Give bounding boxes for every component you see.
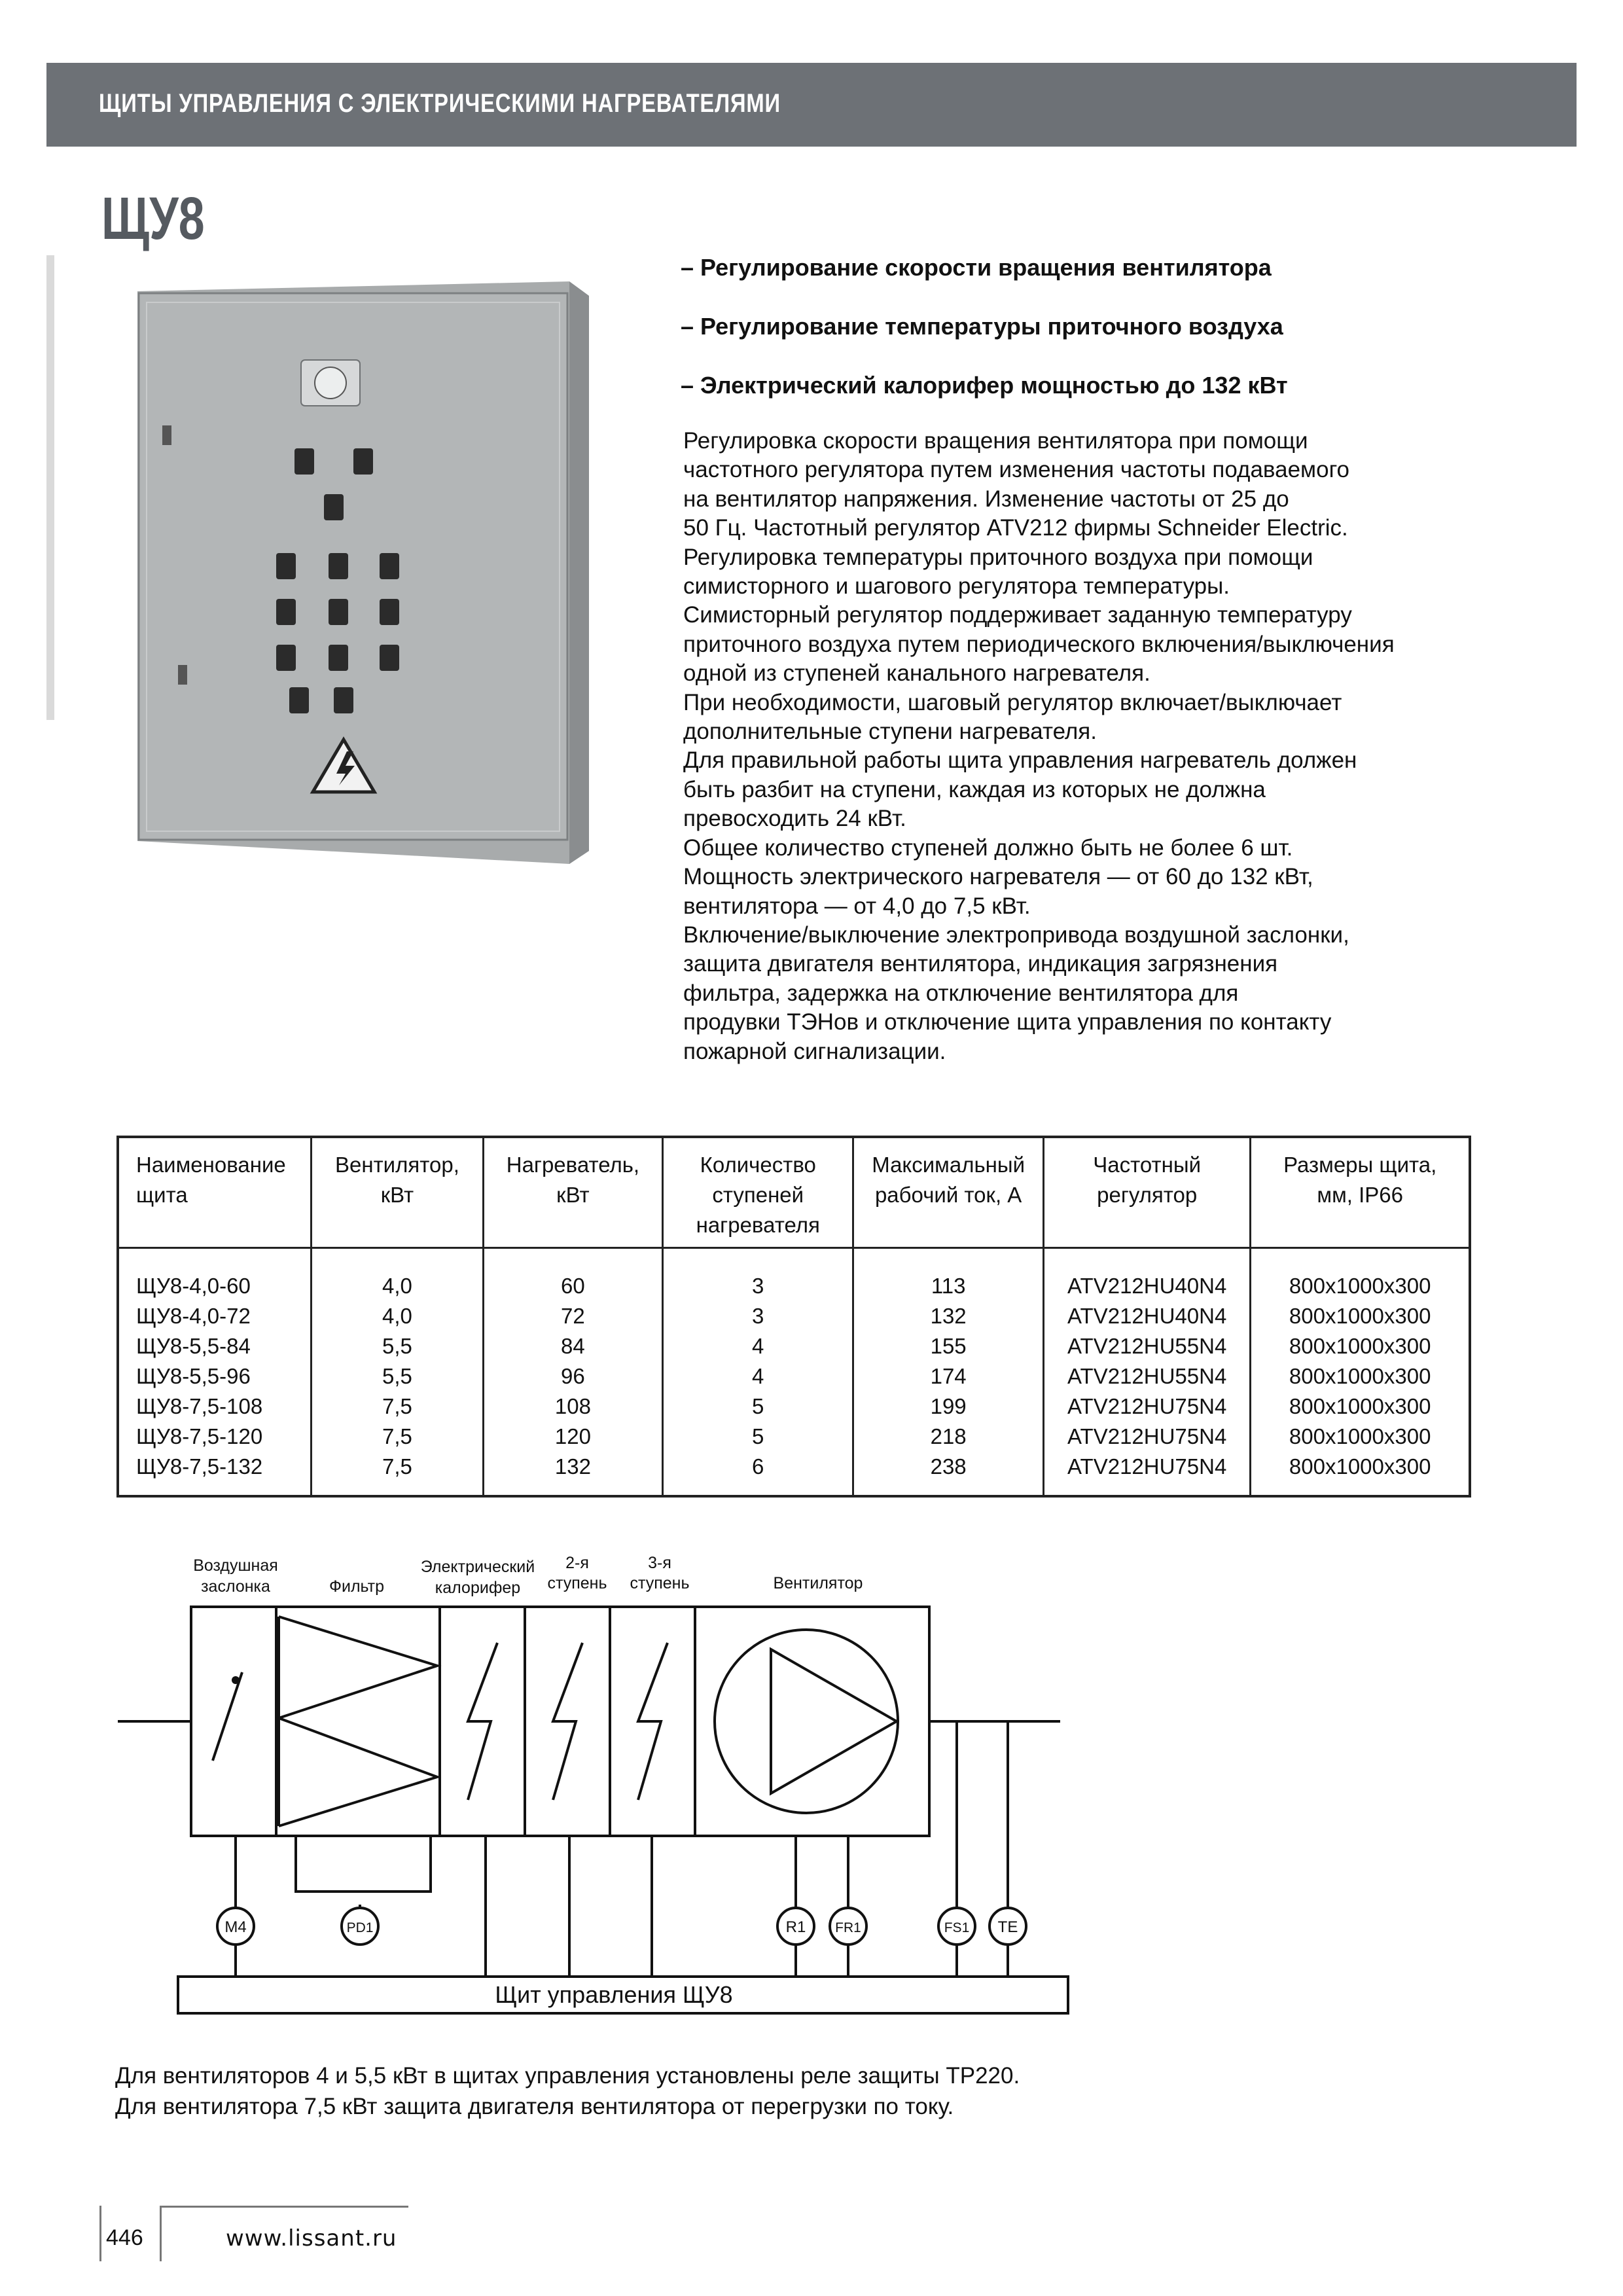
footer-divider <box>160 2206 408 2208</box>
damper-pivot <box>232 1676 240 1684</box>
cell-size: 800x1000x300 <box>1251 1361 1470 1391</box>
label-damper-2: заслонка <box>201 1577 270 1596</box>
description-line: фильтра, задержка на отключение вентилятора для <box>683 980 1239 1006</box>
table-row <box>118 1361 1470 1391</box>
cell-size: 800x1000x300 <box>1251 1422 1470 1452</box>
description-line: пожарной сигнализации. <box>683 1038 946 1064</box>
cell-fan: 4,0 <box>312 1248 483 1302</box>
cell-stages: 4 <box>663 1331 853 1361</box>
cell-stages: 3 <box>663 1301 853 1331</box>
table-header-row <box>118 1137 1470 1248</box>
description-line: дополнительные ступени нагревателя. <box>683 719 1097 745</box>
description-line: Мощность электрического нагревателя — от 60 до 132 кВт, <box>683 864 1313 890</box>
description-line: Включение/выключение электропривода воздушной заслонки, <box>683 922 1349 948</box>
cell-regulator: ATV212HU40N4 <box>1043 1301 1250 1331</box>
cell-fan: 5,5 <box>312 1361 483 1391</box>
cell-heater: 72 <box>483 1301 662 1331</box>
description-line: вентилятора — от 4,0 до 7,5 кВт. <box>683 893 1031 919</box>
sensor-label: FS1 <box>944 1920 970 1935</box>
description-line: 50 Гц. Частотный регулятор ATV212 фирмы Schneider Electric. <box>683 515 1348 541</box>
cell-stages: 4 <box>663 1361 853 1391</box>
feature-item: – Регулирование температуры приточного воздуха <box>681 313 1283 340</box>
cell-name: ЩУ8-4,0-72 <box>118 1301 312 1331</box>
footer-divider <box>160 2206 162 2261</box>
cell-stages: 5 <box>663 1422 853 1452</box>
description-line: частотного регулятора путем изменения частоты подаваемого <box>683 457 1350 483</box>
cell-size: 800x1000x300 <box>1251 1248 1470 1302</box>
table-row <box>118 1452 1470 1496</box>
sensor-label: PD1 <box>346 1920 374 1935</box>
control-panel-label: Щит управления ЩУ8 <box>495 1981 733 2008</box>
description-line: защита двигателя вентилятора, индикация загрязнения <box>683 951 1278 977</box>
footnotes <box>115 2060 1020 2122</box>
cell-name: ЩУ8-7,5-120 <box>118 1422 312 1452</box>
feature-item: – Регулирование скорости вращения вентилятора <box>681 254 1272 281</box>
cell-current: 238 <box>853 1452 1044 1496</box>
description-line: Регулировка температуры приточного воздуха при помощи <box>683 544 1313 570</box>
table-row <box>118 1391 1470 1422</box>
column-header: Размеры щита, мм, IP66 <box>1251 1137 1470 1248</box>
feature-list <box>681 254 1571 431</box>
column-header: Вентилятор, кВт <box>312 1137 483 1248</box>
cell-heater: 108 <box>483 1391 662 1422</box>
label-heater-1: Электрический <box>420 1558 535 1576</box>
description-line: на вентилятор напряжения. Изменение частоты от 25 до <box>683 486 1289 512</box>
spec-table <box>116 1136 1471 1498</box>
side-accent-line <box>46 255 54 720</box>
cell-current: 113 <box>853 1248 1044 1302</box>
column-header: Наименование щита <box>118 1137 312 1248</box>
damper-blade <box>213 1672 242 1761</box>
label-stage3-2: ступень <box>630 1574 690 1592</box>
cell-regulator: ATV212HU75N4 <box>1043 1452 1250 1496</box>
cell-heater: 120 <box>483 1422 662 1452</box>
description-line: быть разбит на ступени, каждая из которых не должна <box>683 776 1266 802</box>
cell-current: 218 <box>853 1422 1044 1452</box>
label-heater-2: калорифер <box>435 1579 521 1597</box>
cell-fan: 5,5 <box>312 1331 483 1361</box>
description-line: продувки ТЭНов и отключение щита управления по контакту <box>683 1009 1332 1035</box>
cell-regulator: ATV212HU55N4 <box>1043 1361 1250 1391</box>
description-line: одной из ступеней канального нагревателя. <box>683 660 1150 687</box>
cell-current: 132 <box>853 1301 1044 1331</box>
description-line: При необходимости, шаговый регулятор включает/выключает <box>683 689 1342 715</box>
cell-stages: 5 <box>663 1391 853 1422</box>
cell-size: 800x1000x300 <box>1251 1391 1470 1422</box>
cell-current: 199 <box>853 1391 1044 1422</box>
section-title: ЩИТЫ УПРАВЛЕНИЯ С ЭЛЕКТРИЧЕСКИМИ НАГРЕВАТЕЛЯМИ <box>99 89 781 118</box>
cell-regulator: ATV212HU40N4 <box>1043 1248 1250 1302</box>
cell-name: ЩУ8-7,5-108 <box>118 1391 312 1422</box>
cell-regulator: ATV212HU75N4 <box>1043 1391 1250 1422</box>
damper-block <box>191 1607 276 1836</box>
description-line: симисторного и шагового регулятора температуры. <box>683 573 1230 600</box>
cell-name: ЩУ8-7,5-132 <box>118 1452 312 1496</box>
cell-heater: 132 <box>483 1452 662 1496</box>
description <box>683 427 1491 1066</box>
column-header: Нагреватель, кВт <box>483 1137 662 1248</box>
header-bar <box>46 63 1577 147</box>
sensor-label: M4 <box>224 1918 247 1936</box>
cell-name: ЩУ8-5,5-84 <box>118 1331 312 1361</box>
description-line: Для правильной работы щита управления нагреватель должен <box>683 747 1357 774</box>
table-row <box>118 1331 1470 1361</box>
cell-heater: 84 <box>483 1331 662 1361</box>
table-row <box>118 1422 1470 1452</box>
cell-regulator: ATV212HU55N4 <box>1043 1331 1250 1361</box>
description-line: Регулировка скорости вращения вентилятора при помощи <box>683 428 1308 454</box>
column-header: Количество ступеней нагревателя <box>663 1137 853 1248</box>
footnote-line: Для вентиляторов 4 и 5,5 кВт в щитах управления установлены реле защиты ТР220. <box>115 2063 1020 2089</box>
label-filter: Фильтр <box>329 1577 384 1596</box>
cell-regulator: ATV212HU75N4 <box>1043 1422 1250 1452</box>
cell-name: ЩУ8-5,5-96 <box>118 1361 312 1391</box>
cell-size: 800x1000x300 <box>1251 1452 1470 1496</box>
description-line: Общее количество ступеней должно быть не более 6 шт. <box>683 834 1293 861</box>
cell-heater: 96 <box>483 1361 662 1391</box>
cell-current: 174 <box>853 1361 1044 1391</box>
description-line: приточного воздуха путем периодического включения/выключения <box>683 631 1395 657</box>
cell-stages: 6 <box>663 1452 853 1496</box>
cell-size: 800x1000x300 <box>1251 1301 1470 1331</box>
cabinet-photo <box>118 262 654 864</box>
cell-size: 800x1000x300 <box>1251 1331 1470 1361</box>
cell-current: 155 <box>853 1331 1044 1361</box>
cell-fan: 4,0 <box>312 1301 483 1331</box>
label-stage2-1: 2-я <box>565 1554 589 1572</box>
description-line: Симисторный регулятор поддерживает заданную температуру <box>683 602 1352 628</box>
page-title: ЩУ8 <box>101 185 205 252</box>
cell-name: ЩУ8-4,0-60 <box>118 1248 312 1302</box>
table-row <box>118 1301 1470 1331</box>
label-stage2-2: ступень <box>547 1574 607 1592</box>
label-stage3-1: 3-я <box>648 1554 671 1572</box>
table-row <box>118 1248 1470 1302</box>
sensor-label: FR1 <box>835 1920 861 1935</box>
column-header: Максимальный рабочий ток, А <box>853 1137 1044 1248</box>
cell-heater: 60 <box>483 1248 662 1302</box>
label-fan: Вентилятор <box>773 1574 863 1592</box>
description-line: превосходить 24 кВт. <box>683 806 906 832</box>
footnote-line: Для вентилятора 7,5 кВт защита двигателя вентилятора от перегрузки по току. <box>115 2094 954 2119</box>
cell-fan: 7,5 <box>312 1452 483 1496</box>
cell-fan: 7,5 <box>312 1391 483 1422</box>
footer-divider <box>99 2206 101 2261</box>
ventilation-diagram <box>111 1545 1093 2029</box>
sensor-label: TE <box>997 1918 1018 1936</box>
column-header: Частотный регулятор <box>1043 1137 1250 1248</box>
label-damper-1: Воздушная <box>193 1556 278 1575</box>
website-url: www.lissant.ru <box>226 2225 397 2251</box>
feature-item: – Электрический калорифер мощностью до 132 кВт <box>681 372 1288 399</box>
cell-stages: 3 <box>663 1248 853 1302</box>
page-number: 446 <box>106 2225 143 2250</box>
sensor-label: R1 <box>785 1918 806 1936</box>
cell-fan: 7,5 <box>312 1422 483 1452</box>
